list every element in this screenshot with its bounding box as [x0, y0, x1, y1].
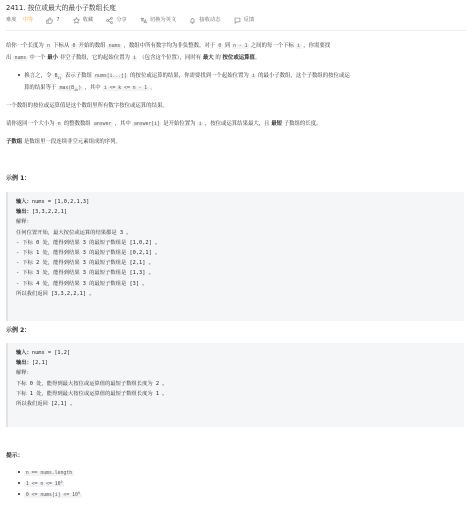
- favorite-label: 收藏: [82, 17, 94, 24]
- inline-code: 0: [72, 44, 76, 49]
- problem-toolbar: [6, 16, 267, 25]
- bullet-dot: [18, 493, 20, 495]
- share-icon: [106, 17, 113, 24]
- text: 子数组的长度。: [282, 121, 322, 127]
- output-label: 输出：: [16, 209, 32, 216]
- inline-code: answer[i]: [133, 122, 160, 127]
- bold-text: 最小: [47, 55, 59, 61]
- text: 是开始位置为: [161, 121, 198, 127]
- star-icon: [73, 17, 80, 24]
- text: 下标从: [51, 43, 71, 49]
- text: 给你一个长度为: [6, 43, 46, 49]
- inline-code: i: [133, 56, 136, 61]
- bold-text: 子数组: [6, 139, 23, 145]
- switch-language-label: 切换为英文: [149, 17, 177, 24]
- input-label: 输入：: [16, 199, 32, 205]
- input-value: nums = [1,2]: [31, 350, 71, 356]
- example-2-explain-line: 所以我们返回 [2,1] 。: [16, 401, 76, 408]
- text: 的整数数组: [62, 121, 93, 127]
- bold-text: 最短: [271, 121, 283, 127]
- like-count: 7: [56, 17, 60, 24]
- text: 表示子数组: [63, 73, 94, 79]
- output-value: [3,3,2,2,1]: [31, 209, 67, 216]
- example-2-explain-line: 下标 1 处，能得到最大按位或运算值的最短子数组长度为 1 。: [16, 390, 168, 397]
- subscript: ij: [57, 75, 62, 80]
- inline-code: i: [251, 74, 255, 79]
- text: ，按位或运算结果最大，且: [203, 121, 272, 127]
- inline-code: i <= k <= n - 1: [103, 86, 148, 91]
- example-1-title: 示例 1：: [6, 175, 31, 182]
- description-line-1: [6, 43, 466, 50]
- description-line-4: [6, 121, 466, 128]
- inline-code: nums[i...j]: [95, 74, 127, 79]
- inline-code: nums: [108, 44, 121, 49]
- text: （包含这个位置），同时有: [137, 55, 203, 61]
- text: 的最小子数组，这个子数组的按位或运: [256, 73, 350, 79]
- text: 算的结果等于: [24, 85, 59, 91]
- bold-text: 最大: [202, 55, 214, 61]
- share-label: 分享: [116, 17, 127, 24]
- example-1-explain-label: 解释：: [16, 219, 32, 226]
- translate-icon: [140, 17, 147, 24]
- description-line-5: [6, 139, 466, 146]
- feedback-label: 反馈: [243, 17, 255, 24]
- input-value: nums = [1,0,2,1,3]: [31, 199, 90, 205]
- text: 1 <= n <= 10: [25, 482, 61, 487]
- header-divider: [6, 30, 466, 31]
- inline-code: i: [198, 122, 202, 127]
- text: 的按位或运算的结果，你需要找到一个起始位置为: [128, 73, 251, 79]
- output-value: [2,1]: [31, 360, 48, 367]
- text: B: [54, 74, 58, 79]
- share-button[interactable]: [106, 17, 127, 24]
- text: 非空子数组，它的起始位置为: [58, 55, 132, 61]
- switch-language-button[interactable]: [140, 17, 177, 24]
- example-1-input: [16, 197, 456, 207]
- text: 出: [6, 55, 14, 61]
- favorite-button[interactable]: [73, 17, 94, 24]
- description-line-3: 一个数组的按位或运算值是这个数组里所有数字按位或运算的结果。: [6, 103, 168, 109]
- constraint-item: [18, 470, 74, 477]
- text: ，其中: [82, 85, 103, 91]
- example-2-explain-line: 下标 0 处，能得到最大按位或运算值的最短子数组长度为 2 。: [16, 380, 168, 387]
- example-2-explain-label: 解释：: [16, 370, 32, 377]
- text: 是数组里一段连续非空元素组成的序列。: [22, 139, 121, 145]
- example-1-explain-line: 所以我们返回 [3,3,2,2,1] 。: [16, 290, 95, 297]
- text: 换言之，令: [24, 73, 54, 79]
- text: 的: [213, 55, 223, 61]
- example-1-explain-line: - 下标 1 处，能得到结果 3 的最短子数组是 [0,2,1] 。: [16, 250, 161, 257]
- inline-code: n: [57, 122, 61, 127]
- problem-title: 2411. 按位或最大的最小子数组长度: [6, 4, 116, 12]
- example-2-output: [16, 358, 456, 368]
- text: 。: [148, 85, 156, 91]
- text: ，其中: [112, 121, 133, 127]
- text: 请你返回一个大小为: [6, 121, 57, 127]
- text: 到: [222, 43, 232, 49]
- text: 之间的每一个下标: [249, 43, 296, 49]
- inline-code: i: [297, 44, 300, 49]
- example-2-box: [6, 343, 464, 427]
- subscribe-label: 接收动态: [199, 17, 221, 24]
- inline-code: n - 1: [233, 44, 248, 49]
- example-1-explain-line: - 下标 0 处，能得到结果 3 的最短子数组是 [1,0,2] 。: [16, 239, 161, 246]
- subscribe-button[interactable]: [189, 17, 220, 24]
- input-label: 输入：: [16, 350, 32, 356]
- inline-code: nums: [14, 56, 27, 61]
- text: ): [78, 86, 82, 91]
- constraints-title: 提示：: [6, 453, 24, 459]
- description-bullet-line-2: [24, 85, 468, 92]
- difficulty-label: 难度: [6, 17, 17, 24]
- example-1-explain-line: 任何位置开始，最大按位或运算的结果都是 3 。: [16, 229, 132, 236]
- text: 0 <= nums[i] <= 10: [25, 493, 78, 498]
- inline-code: [53, 74, 63, 79]
- constraint-item: [18, 481, 64, 488]
- inline-code: [24, 493, 81, 498]
- constraint-item: [18, 492, 82, 499]
- bullet-dot: [18, 482, 20, 484]
- inline-code: 0: [218, 44, 222, 49]
- difficulty-badge: 中等: [22, 17, 34, 24]
- text: 开始的数组: [76, 43, 108, 49]
- description-bullet-line-1: [18, 73, 462, 80]
- bullet-dot: [18, 74, 20, 76]
- text: ，数组中所有数字均为非负整数。对于: [121, 43, 217, 49]
- inline-code: [58, 86, 83, 91]
- example-1-output: [16, 207, 456, 217]
- example-2-input: [16, 348, 456, 358]
- thumb-up-icon: [46, 17, 53, 24]
- like-button[interactable]: [46, 17, 59, 24]
- example-1-explain-line: - 下标 3 处，能得到结果 3 的最短子数组是 [1,3] 。: [16, 270, 154, 277]
- text: max(B: [59, 86, 75, 91]
- feedback-button[interactable]: [234, 17, 255, 24]
- superscript: 5: [60, 480, 63, 484]
- description-line-2: [6, 55, 466, 62]
- superscript: 9: [77, 491, 81, 495]
- inline-code: n == nums.length: [25, 471, 73, 476]
- subscript: ik: [74, 87, 79, 92]
- example-1-explain-line: - 下标 2 处，能得到结果 3 的最短子数组是 [2,1] 。: [16, 260, 154, 267]
- inline-code: n: [46, 44, 50, 49]
- inline-code: [24, 482, 64, 487]
- bell-icon: [189, 17, 196, 24]
- example-2-title: 示例 2：: [6, 327, 31, 334]
- output-label: 输出：: [16, 360, 32, 367]
- text: ，你需要找: [301, 43, 331, 49]
- example-1-box: [6, 192, 464, 321]
- example-1-explain-line: - 下标 4 处，能得到结果 3 的最短子数组是 [3] 。: [16, 280, 148, 287]
- text: 中一个: [27, 55, 48, 61]
- inline-code: answer: [94, 122, 112, 127]
- bold-text: 按位或运算值: [222, 55, 255, 61]
- text: 。: [254, 55, 261, 61]
- feedback-icon: [234, 17, 241, 24]
- bullet-dot: [18, 471, 20, 473]
